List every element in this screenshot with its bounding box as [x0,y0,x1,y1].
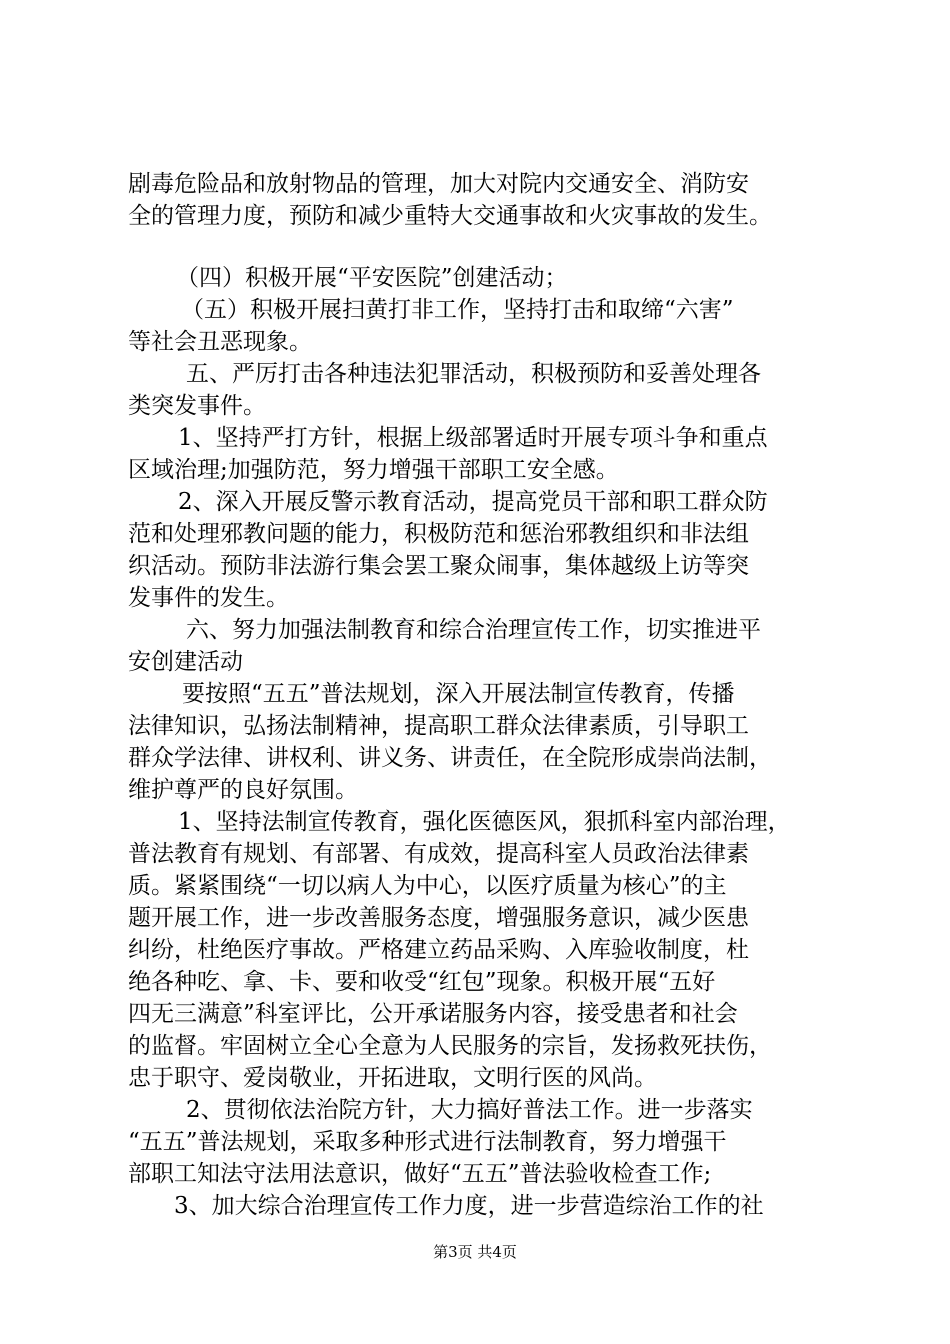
text-line: 织活动。预防非法游行集会罢工聚众闹事，集体越级上访等突 [128,553,749,579]
text-line: 五、严厉打击各种违法犯罪活动，积极预防和妥善处理各 [186,361,761,387]
text-line: 2、深入开展反警示教育活动，提高党员干部和职工群众防 [178,489,768,515]
text-line: 题开展工作，进一步改善服务态度，增强服务意识，减少医患 [128,905,749,931]
text-line: 全的管理力度，预防和减少重特大交通事故和火灾事故的发生。 [128,203,772,229]
text-line: 质。紧紧围绕“一切以病人为中心，以医疗质量为核心”的主 [128,873,727,899]
text-line: 的监督。牢固树立全心全意为人民服务的宗旨，发扬救死扶伤， [128,1033,772,1059]
text-line: 安创建活动 [128,649,243,675]
text-line: 纠纷，杜绝医疗事故。严格建立药品采购、入库验收制度，杜 [128,937,749,963]
text-line: 等社会丑恶现象。 [128,329,312,355]
text-line: 类突发事件。 [128,393,266,419]
text-line: 要按照“五五”普法规划，深入开展法制宣传教育，传播 [182,681,735,707]
text-line: 区域治理;加强防范，努力增强干部职工安全感。 [128,457,619,483]
text-line: 剧毒危险品和放射物品的管理，加大对院内交通安全、消防安 [128,171,749,197]
text-line: （四）积极开展“平安医院”创建活动； [176,265,568,291]
text-line: “五五”普法规划，采取多种形式进行法制教育，努力增强干 [128,1129,727,1155]
text-line: 法律知识，弘扬法制精神，提高职工群众法律素质，引导职工 [128,713,749,739]
text-line: 1、坚持法制宣传教育，强化医德医风，狠抓科室内部治理， [178,809,791,835]
page-footer [0,1242,950,1262]
text-line: 普法教育有规划、有部署、有成效，提高科室人员政治法律素 [128,841,749,867]
text-line: 2、贯彻依法治院方针，大力搞好普法工作。进一步落实 [186,1097,753,1123]
text-line: 范和处理邪教问题的能力，积极防范和惩治邪教组织和非法组 [128,521,749,547]
page-number-label: 第3页 共4页 [433,1243,517,1261]
text-line: 部职工知法守法用法意识，做好“五五”普法验收检查工作; [128,1161,712,1187]
text-line: 绝各种吃、拿、卡、要和收受“红包”现象。积极开展“五好 [128,969,716,995]
text-line: 维护尊严的良好氛围。 [128,777,358,803]
text-line: 发事件的发生。 [128,585,289,611]
text-line: 六、努力加强法制教育和综合治理宣传工作，切实推进平 [186,617,761,643]
text-line: 忠于职守、爱岗敬业，开拓进取，文明行医的风尚。 [128,1065,657,1091]
text-line: 1、坚持严打方针，根据上级部署适时开展专项斗争和重点 [178,425,768,451]
document-body [128,168,840,1222]
text-line: （五）积极开展扫黄打非工作，坚持打击和取缔“六害” [181,297,734,323]
text-line: 群众学法律、讲权利、讲义务、讲责任，在全院形成崇尚法制， [128,745,772,771]
text-line: 四无三满意”科室评比，公开承诺服务内容，接受患者和社会 [128,1001,738,1027]
text-line: 3、加大综合治理宣传工作力度，进一步营造综治工作的社 [174,1193,764,1219]
